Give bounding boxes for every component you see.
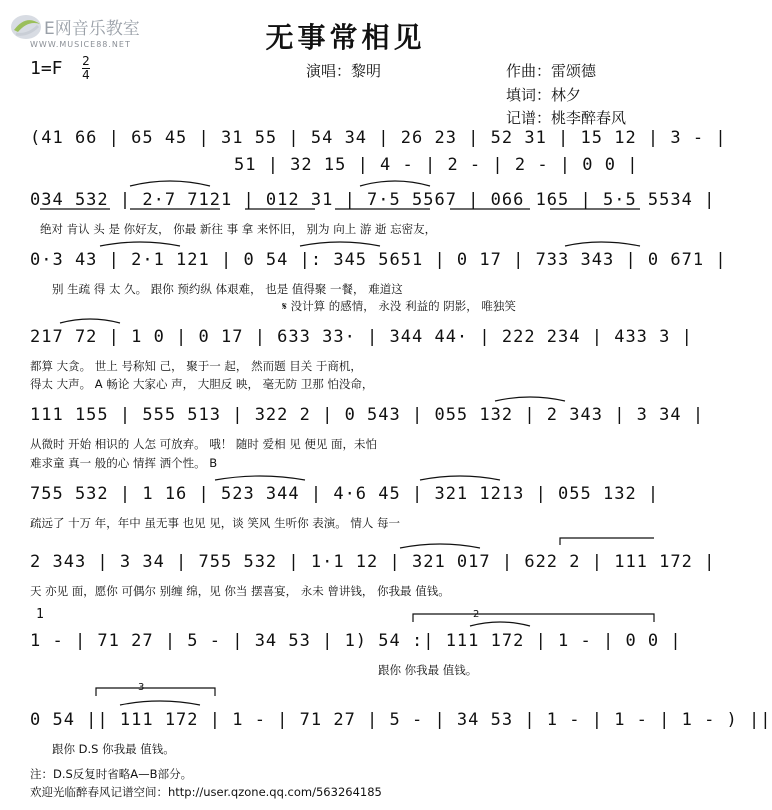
score-row-10-notes: 0 54 || 111 172 | 1 - | 71 27 | 5 - | 34 53 | 1 - | 1 - | 1 - ) || — [30, 710, 772, 730]
score-row-4-notes: 0·3 43 | 2·1 121 | 0 54 |: 345 5651 | 0 17 | 733 343 | 0 671 | — [30, 250, 727, 270]
score-row-5-notes: 217 72 | 1 0 | 0 17 | 633 33· | 344 44· | 222 234 | 433 3 | — [30, 327, 693, 347]
score-row-8-lyrics: 天 亦见 面，愿你 可偶尔 别缠 绵，见 你当 摆喜宴， 永未 曾讲钱， 你我最 值钱。 — [30, 584, 450, 598]
score-row-9-notes: 1 - | 71 27 | 5 - | 34 53 | 1) 54 :| 111 172 | 1 - | 0 0 | — [30, 631, 682, 651]
time-sig-bottom: 4 — [82, 68, 90, 82]
song-title: 无事常相见 — [265, 21, 426, 54]
score-row-5-lyrics-1: 都算 大贪。 世上 号称知 己， 聚于一 起， 然而题 目关 于商机， — [30, 359, 362, 373]
footer-welcome: 欢迎光临醉春风记谱空间：http://user.qzone.qq.com/563264185 — [30, 785, 382, 799]
score-row-4-lyrics-2: 𝄋 没计算 的感情， 永没 利益的 阴影， 唯独笑 — [282, 299, 516, 313]
logo-text: E网音乐教室 — [44, 19, 140, 39]
composer-credit: 作曲：雷颂德 — [506, 62, 597, 80]
logo-url: WWW.MUSICE88.NET — [30, 40, 131, 49]
score-row-7-lyrics: 疏远了 十万 年，年中 虽无事 也见 见，谈 笑风 生听你 表演。 情人 每一 — [30, 516, 401, 530]
score-row-4-lyrics-1: 别 生疏 得 太 久。 跟你 预约纵 体艰难， 也是 值得聚 一餐， 难道这 — [52, 282, 403, 296]
score-row-2-notes: 51 | 32 15 | 4 - | 2 - | 2 - | 0 0 | — [234, 155, 639, 175]
score-row-6-lyrics-2: 难求童 真一 般的心 情挥 洒个性。 B — [30, 456, 218, 470]
score-row-9-lyrics: 跟你 你我最 值钱。 — [378, 663, 478, 677]
volta-3-label: 3 — [138, 682, 145, 693]
footer-note: 注：D.S反复时省略A—B部分。 — [30, 767, 193, 781]
score-row-6-notes: 111 155 | 555 513 | 322 2 | 0 543 | 055 132 | 2 343 | 3 34 | — [30, 405, 705, 425]
lyricist-credit: 填词：林夕 — [506, 86, 582, 104]
time-sig-top: 2 — [82, 54, 90, 68]
score-row-7-notes: 755 532 | 1 16 | 523 344 | 4·6 45 | 321 1213 | 055 132 | — [30, 484, 660, 504]
score-row-3-notes: 034 532 | 2·7 7121 | 012 31 | 7·5 5567 | 066 165 | 5·5 5534 | — [30, 190, 716, 210]
score-row-10-lyrics: 跟你 D.S 你我最 值钱。 — [52, 742, 175, 756]
volta-2-label: 2 — [473, 609, 480, 620]
volta-1-label: 1 — [36, 607, 44, 622]
score-row-1-notes: (41 66 | 65 45 | 31 55 | 54 34 | 26 23 | 52 31 | 15 12 | 3 - | — [30, 128, 727, 148]
key-signature: 1=F — [30, 58, 63, 79]
transcriber-credit: 记谱：桃李醉春风 — [506, 109, 627, 127]
singer-credit: 演唱：黎明 — [306, 62, 382, 80]
score-row-3-lyrics: 绝对 肯认 头 是 你好友， 你最 新往 事 拿 来怀旧， 别为 向上 游 逝 忘密友， — [40, 222, 437, 236]
score-row-6-lyrics-1: 从微时 开始 相识的 人怎 可放弃。 哦！ 随时 爱相 见 便见 面，未怕 — [30, 437, 378, 451]
score-row-8-notes: 2 343 | 3 34 | 755 532 | 1·1 12 | 321 017 | 622 2 | 111 172 | — [30, 552, 716, 572]
score-row-5-lyrics-2: 得太 大声。 A 畅论 大家心 声， 大胆反 映， 毫无防 卫那 怕没命， — [30, 377, 374, 391]
